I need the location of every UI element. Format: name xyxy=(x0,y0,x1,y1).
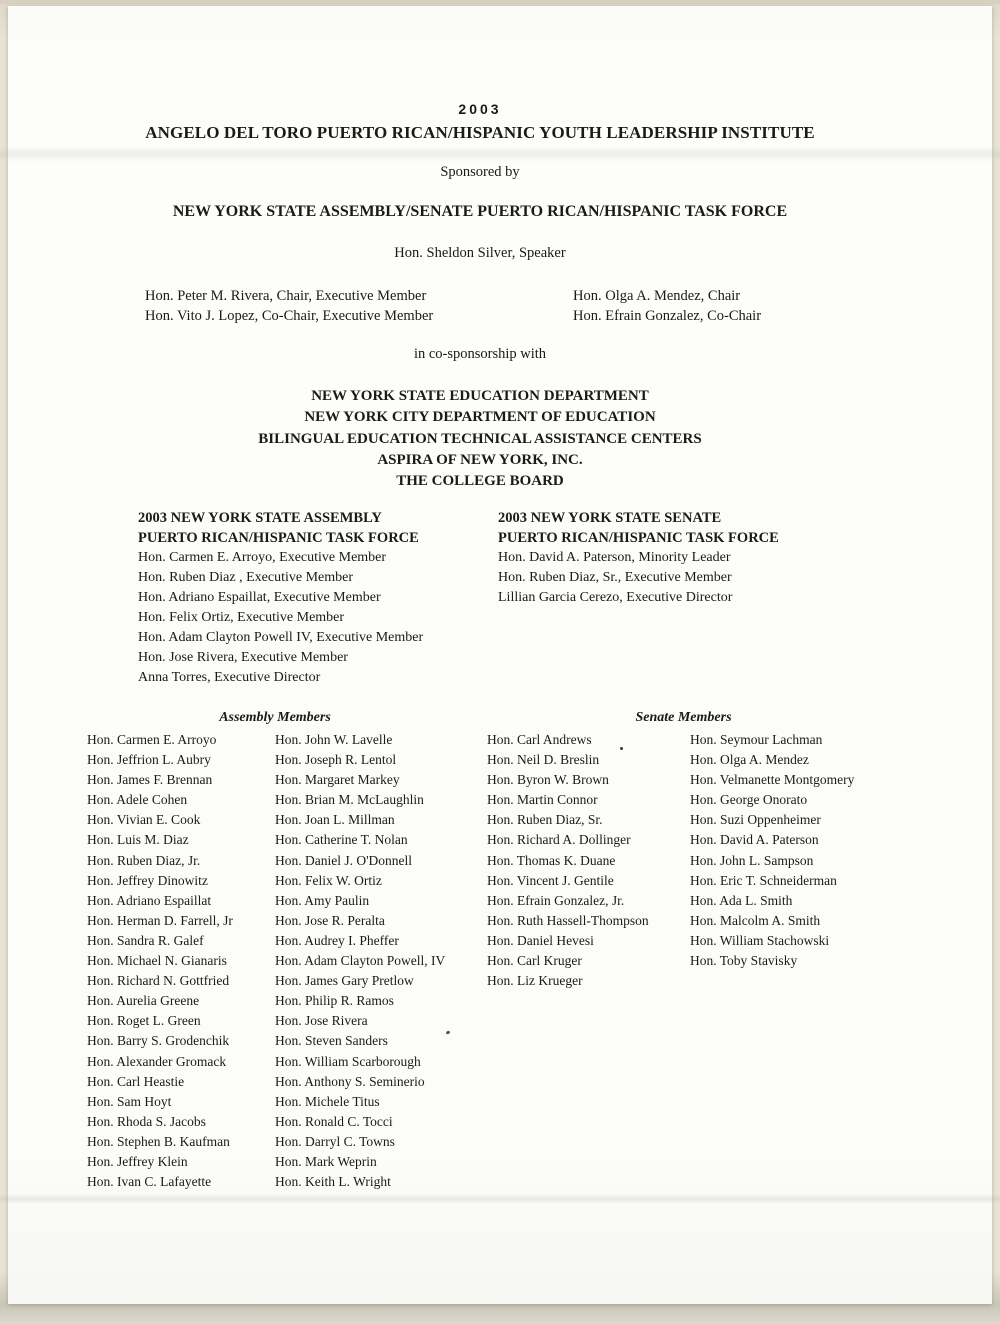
senate-chair-line: Hon. Olga A. Mendez, Chair xyxy=(573,288,741,304)
assembly-member-name: Hon. Roget L. Green xyxy=(87,1013,201,1029)
assembly-member-name: Hon. Adriano Espaillat xyxy=(87,892,212,908)
assembly-member-name: Hon. Sandra R. Galef xyxy=(87,932,204,948)
assembly-chair-line: Hon. Vito J. Lopez, Co-Chair, Executive Member xyxy=(145,308,434,324)
assembly-member-name: Hon. Steven Sanders xyxy=(275,1033,388,1049)
assembly-members-column-2 xyxy=(275,730,445,1192)
senate-member-name: Hon. Velmanette Montgomery xyxy=(690,772,855,788)
assembly-member-name: Hon. Rhoda S. Jacobs xyxy=(87,1113,206,1129)
senate-member-name: Hon. Eric T. Schneiderman xyxy=(690,872,837,888)
assembly-member-name: Hon. James Gary Pretlow xyxy=(275,973,414,989)
assembly-task-force-member: Anna Torres, Executive Director xyxy=(138,670,321,685)
assembly-task-force-member: Hon. Adriano Espaillat, Executive Member xyxy=(138,590,381,605)
assembly-member-name: Hon. Carmen E. Arroyo xyxy=(87,732,217,747)
senate-member-name: Hon. George Onorato xyxy=(690,792,808,808)
assembly-member-name: Hon. Philip R. Ramos xyxy=(275,993,394,1009)
senate-task-force-members xyxy=(498,548,779,608)
assembly-member-name: Hon. Ivan C. Lafayette xyxy=(87,1174,212,1190)
sponsor-name: NEW YORK STATE ASSEMBLY/SENATE PUERTO RICAN/HISPANIC TASK FORCE xyxy=(172,203,788,220)
assembly-member-name: Hon. Carl Heastie xyxy=(87,1073,185,1089)
scan-speck xyxy=(620,747,623,750)
senate-member-name: Hon. Carl Kruger xyxy=(487,953,582,969)
assembly-member-name: Hon. Michele Titus xyxy=(275,1093,380,1109)
sponsored-by-label: Sponsored by xyxy=(440,164,520,180)
assembly-member-name: Hon. Stephen B. Kaufman xyxy=(87,1133,230,1149)
assembly-member-name: Hon. Jeffrey Dinowitz xyxy=(87,872,208,888)
assembly-member-name: Hon. Amy Paulin xyxy=(275,892,370,908)
assembly-chairs-list xyxy=(145,286,433,326)
assembly-member-name: Hon. Ruben Diaz, Jr. xyxy=(87,852,201,868)
assembly-member-name: Hon. Vivian E. Cook xyxy=(87,812,201,828)
senate-member-name: Hon. Neil D. Breslin xyxy=(487,752,600,768)
senate-member-name: Hon. Efrain Gonzalez, Jr. xyxy=(487,892,625,908)
senate-member-name: Hon. Vincent J. Gentile xyxy=(487,872,614,888)
assembly-member-name: Hon. Joseph R. Lentol xyxy=(275,752,397,768)
senate-members-heading: Senate Members xyxy=(635,710,732,725)
senate-members-column-1 xyxy=(487,730,649,991)
assembly-member-name: Hon. Aurelia Greene xyxy=(87,993,200,1009)
assembly-member-name: Hon. Jeffrion L. Aubry xyxy=(87,752,211,768)
assembly-member-name: Hon. Michael N. Gianaris xyxy=(87,953,227,969)
assembly-member-name: Hon. Alexander Gromack xyxy=(87,1053,227,1069)
senate-member-name: Hon. Olga A. Mendez xyxy=(690,752,809,768)
assembly-member-name: Hon. Barry S. Grodenchik xyxy=(87,1033,230,1049)
cosponsor-line: NEW YORK CITY DEPARTMENT OF EDUCATION xyxy=(304,409,656,426)
assembly-member-name: Hon. Jeffrey Klein xyxy=(87,1153,188,1169)
assembly-task-force-members xyxy=(138,548,423,688)
senate-member-name: Hon. Byron W. Brown xyxy=(487,772,609,788)
senate-task-force-member: Hon. David A. Paterson, Minority Leader xyxy=(498,550,731,565)
scan-top-edge xyxy=(0,0,1000,4)
cosponsor-line: THE COLLEGE BOARD xyxy=(396,473,564,490)
senate-member-name: Hon. Richard A. Dollinger xyxy=(487,832,631,848)
senate-task-force-member: Lillian Garcia Cerezo, Executive Director xyxy=(498,590,733,605)
assembly-member-name: Hon. Jose Rivera xyxy=(275,1013,368,1029)
assembly-task-force-heading-line2: PUERTO RICAN/HISPANIC TASK FORCE xyxy=(138,530,419,546)
assembly-task-force-member: Hon. Adam Clayton Powell IV, Executive Member xyxy=(138,630,424,645)
assembly-member-name: Hon. Sam Hoyt xyxy=(87,1093,172,1109)
assembly-member-name: Hon. Audrey I. Pheffer xyxy=(275,932,399,948)
assembly-member-name: Hon. William Scarborough xyxy=(275,1053,421,1069)
assembly-member-name: Hon. Brian M. McLaughlin xyxy=(275,792,424,808)
senate-member-name: Hon. Thomas K. Duane xyxy=(487,852,616,868)
assembly-task-force-member: Hon. Ruben Diaz , Executive Member xyxy=(138,570,353,585)
senate-member-name: Hon. Ruth Hassell-Thompson xyxy=(487,912,649,928)
senate-member-name: Hon. Seymour Lachman xyxy=(690,732,823,747)
senate-task-force-heading-line1: 2003 NEW YORK STATE SENATE xyxy=(498,510,722,526)
assembly-member-name: Hon. John W. Lavelle xyxy=(275,732,393,747)
assembly-member-name: Hon. Adam Clayton Powell, IV xyxy=(275,953,446,969)
assembly-member-name: Hon. Jose R. Peralta xyxy=(275,912,385,928)
senate-chair-line: Hon. Efrain Gonzalez, Co-Chair xyxy=(573,308,762,324)
assembly-member-name: Hon. Luis M. Diaz xyxy=(87,832,189,848)
senate-task-force-heading xyxy=(498,508,779,548)
assembly-members-column-1 xyxy=(87,730,233,1192)
assembly-member-name: Hon. Anthony S. Seminerio xyxy=(275,1073,425,1089)
senate-members-column-2 xyxy=(690,730,854,971)
senate-member-name: Hon. Ruben Diaz, Sr. xyxy=(487,812,603,828)
assembly-member-name: Hon. Keith L. Wright xyxy=(275,1174,391,1190)
assembly-member-name: Hon. Darryl C. Towns xyxy=(275,1133,395,1149)
senate-member-name: Hon. Ada L. Smith xyxy=(690,892,793,908)
assembly-task-force-block xyxy=(138,508,423,688)
senate-task-force-block xyxy=(498,508,779,608)
assembly-task-force-member: Hon. Carmen E. Arroyo, Executive Member xyxy=(138,550,387,565)
assembly-member-name: Hon. Ronald C. Tocci xyxy=(275,1113,393,1129)
cosponsorship-label: in co-sponsorship with xyxy=(413,346,547,362)
senate-chairs-list xyxy=(573,286,761,326)
assembly-member-name: Hon. Daniel J. O'Donnell xyxy=(275,852,413,868)
year-heading: 2003 xyxy=(458,101,502,117)
assembly-member-name: Hon. Felix W. Ortiz xyxy=(275,872,382,888)
senate-task-force-member: Hon. Ruben Diaz, Sr., Executive Member xyxy=(498,570,732,585)
assembly-member-name: Hon. James F. Brennan xyxy=(87,772,213,788)
senate-member-name: Hon. Martin Connor xyxy=(487,792,598,808)
assembly-member-name: Hon. Adele Cohen xyxy=(87,792,188,808)
assembly-task-force-member: Hon. Jose Rivera, Executive Member xyxy=(138,650,348,665)
assembly-member-name: Hon. Herman D. Farrell, Jr xyxy=(87,912,233,928)
assembly-task-force-member: Hon. Felix Ortiz, Executive Member xyxy=(138,610,345,625)
cosponsor-line: BILINGUAL EDUCATION TECHNICAL ASSISTANCE CENTERS xyxy=(258,430,702,447)
speaker-line: Hon. Sheldon Silver, Speaker xyxy=(394,245,566,261)
cosponsor-line: NEW YORK STATE EDUCATION DEPARTMENT xyxy=(311,388,649,404)
cosponsor-line: ASPIRA OF NEW YORK, INC. xyxy=(377,451,583,468)
senate-member-name: Hon. John L. Sampson xyxy=(690,852,814,868)
senate-member-name: Hon. Liz Krueger xyxy=(487,973,583,989)
institute-title: ANGELO DEL TORO PUERTO RICAN/HISPANIC YOUTH LEADERSHIP INSTITUTE xyxy=(145,123,815,142)
assembly-chair-line: Hon. Peter M. Rivera, Chair, Executive Member xyxy=(145,288,427,304)
assembly-members-heading: Assembly Members xyxy=(219,710,331,725)
assembly-member-name: Hon. Joan L. Millman xyxy=(275,812,395,828)
senate-member-name: Hon. Daniel Hevesi xyxy=(487,932,594,948)
assembly-task-force-heading xyxy=(138,508,423,548)
senate-member-name: Hon. Malcolm A. Smith xyxy=(690,912,821,928)
senate-member-name: Hon. Suzi Oppenheimer xyxy=(690,812,821,828)
assembly-task-force-heading-line1: 2003 NEW YORK STATE ASSEMBLY xyxy=(138,510,382,526)
assembly-member-name: Hon. Richard N. Gottfried xyxy=(87,973,230,989)
senate-member-name: Hon. David A. Paterson xyxy=(690,832,819,848)
assembly-member-name: Hon. Catherine T. Nolan xyxy=(275,832,408,848)
assembly-member-name: Hon. Mark Weprin xyxy=(275,1153,377,1169)
senate-member-name: Hon. William Stachowski xyxy=(690,932,830,948)
senate-member-name: Hon. Toby Stavisky xyxy=(690,953,798,969)
assembly-member-name: Hon. Margaret Markey xyxy=(275,772,400,788)
senate-member-name: Hon. Carl Andrews xyxy=(487,732,592,747)
senate-task-force-heading-line2: PUERTO RICAN/HISPANIC TASK FORCE xyxy=(498,530,779,546)
cosponsor-list xyxy=(0,386,960,492)
